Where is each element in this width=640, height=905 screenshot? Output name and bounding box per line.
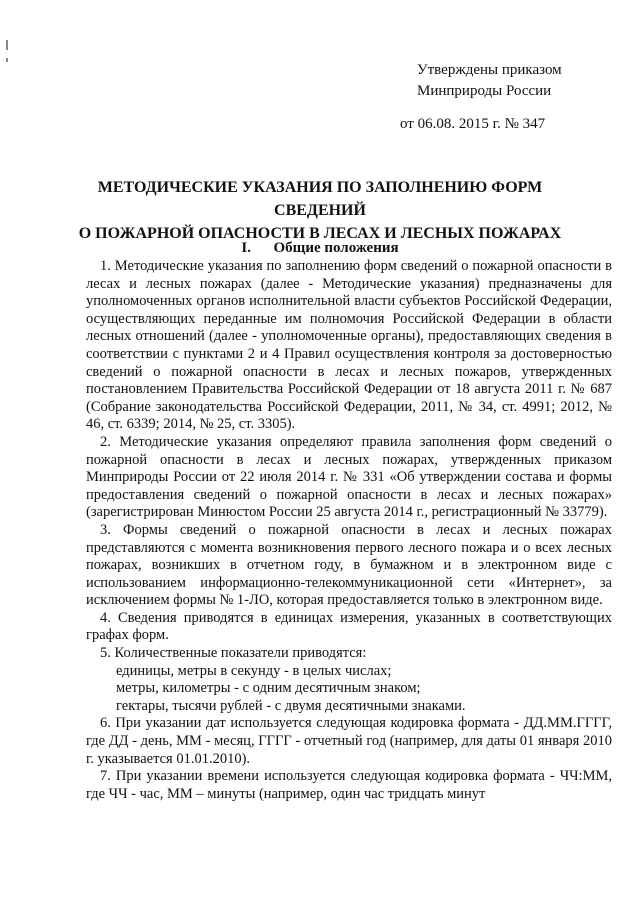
approved-line-1: Утверждены приказом [417,62,562,78]
approved-line-2: Минприроды России [417,83,552,99]
section-heading [0,240,640,257]
scan-mark [6,58,8,62]
list-item: метры, километры - с одним десятичным знаком; [116,680,421,697]
paragraph-7: 7. При указании времени используется следующая кодировка формата - ЧЧ:ММ, где ЧЧ - час, ММ – минуты (например, один час тридцать минут [86,768,612,802]
order-reference: от 06.08. 2015 г. № 347 [400,116,546,132]
paragraph-1: 1. Методические указания по заполнению форм сведений о пожарной опасности в лесах и лесных пожарах (далее - Методические указания) предназначены для уполномоченных органов исполнительной власти субъектов Российской Федерации, осуществляющих переданные им полномочия Российской Федерации в области лесных отношений (далее - уполномоченные органы), предоставляющих сведения в соответствии с пунктами 2 и 4 Правил осуществления контроля за достоверностью сведений о пожарной опасности в лесах и лесных пожаров, утвержденных постановлением Правительства Российской Федерации от 18 августа 2011 г. № 687 (Собрание законодательства Российской Федерации, 2011, № 34, ст. 4991; 2012, № 46, ст. 6339; 2014, № 25, ст. 3305). [86,258,612,433]
paragraph-3: 3. Формы сведений о пожарной опасности в лесах и лесных пожарах представляются с момента возникновения первого лесного пожара и о всех лесных пожарах, возникших в отчетном году, в бумажном и в электронном виде с использованием информационно-телекоммуникационной сети «Интернет», за исключением формы № 1-ЛО, которая предоставляется только в электронном виде. [86,521,612,609]
section-title: Общие положения [273,240,399,256]
document-body [86,258,612,803]
paragraph-5: 5. Количественные показатели приводятся: [100,645,367,662]
title-line-2: О ПОЖАРНОЙ ОПАСНОСТИ В ЛЕСАХ И ЛЕСНЫХ ПОЖАРАХ [78,225,562,242]
paragraph-2: 2. Методические указания определяют правила заполнения форм сведений о пожарной опасности в лесах и лесных пожарах, утвержденных приказом Минприроды России от 22 июля 2014 г. № 331 «Об утверждении состава и формы предоставления сведений о пожарной опасности в лесах и лесных пожарах» (зарегистрирован Минюстом России 25 августа 2014 г., регистрационный № 33779). [86,433,612,521]
scan-mark [6,40,8,50]
paragraph-6: 6. При указании дат используется следующая кодировка формата - ДД.ММ.ГГГГ, где ДД - день, ММ - месяц, ГГГГ - отчетный год (например, для даты 01 января 2010 г. указывается 01.01.2010). [86,715,612,767]
approval-stamp [417,60,562,102]
list-item: гектары, тысячи рублей - с двумя десятичными знаками. [116,697,466,714]
paragraph-4: 4. Сведения приводятся в единицах измерения, указанных в соответствующих графах форм. [86,609,612,644]
section-number: I. [241,240,251,256]
document-title [60,176,580,245]
list-item: единицы, метры в секунду - в целых числах; [116,662,392,679]
title-line-1: МЕТОДИЧЕСКИЕ УКАЗАНИЯ ПО ЗАПОЛНЕНИЮ ФОРМ СВЕДЕНИЙ [97,179,543,219]
